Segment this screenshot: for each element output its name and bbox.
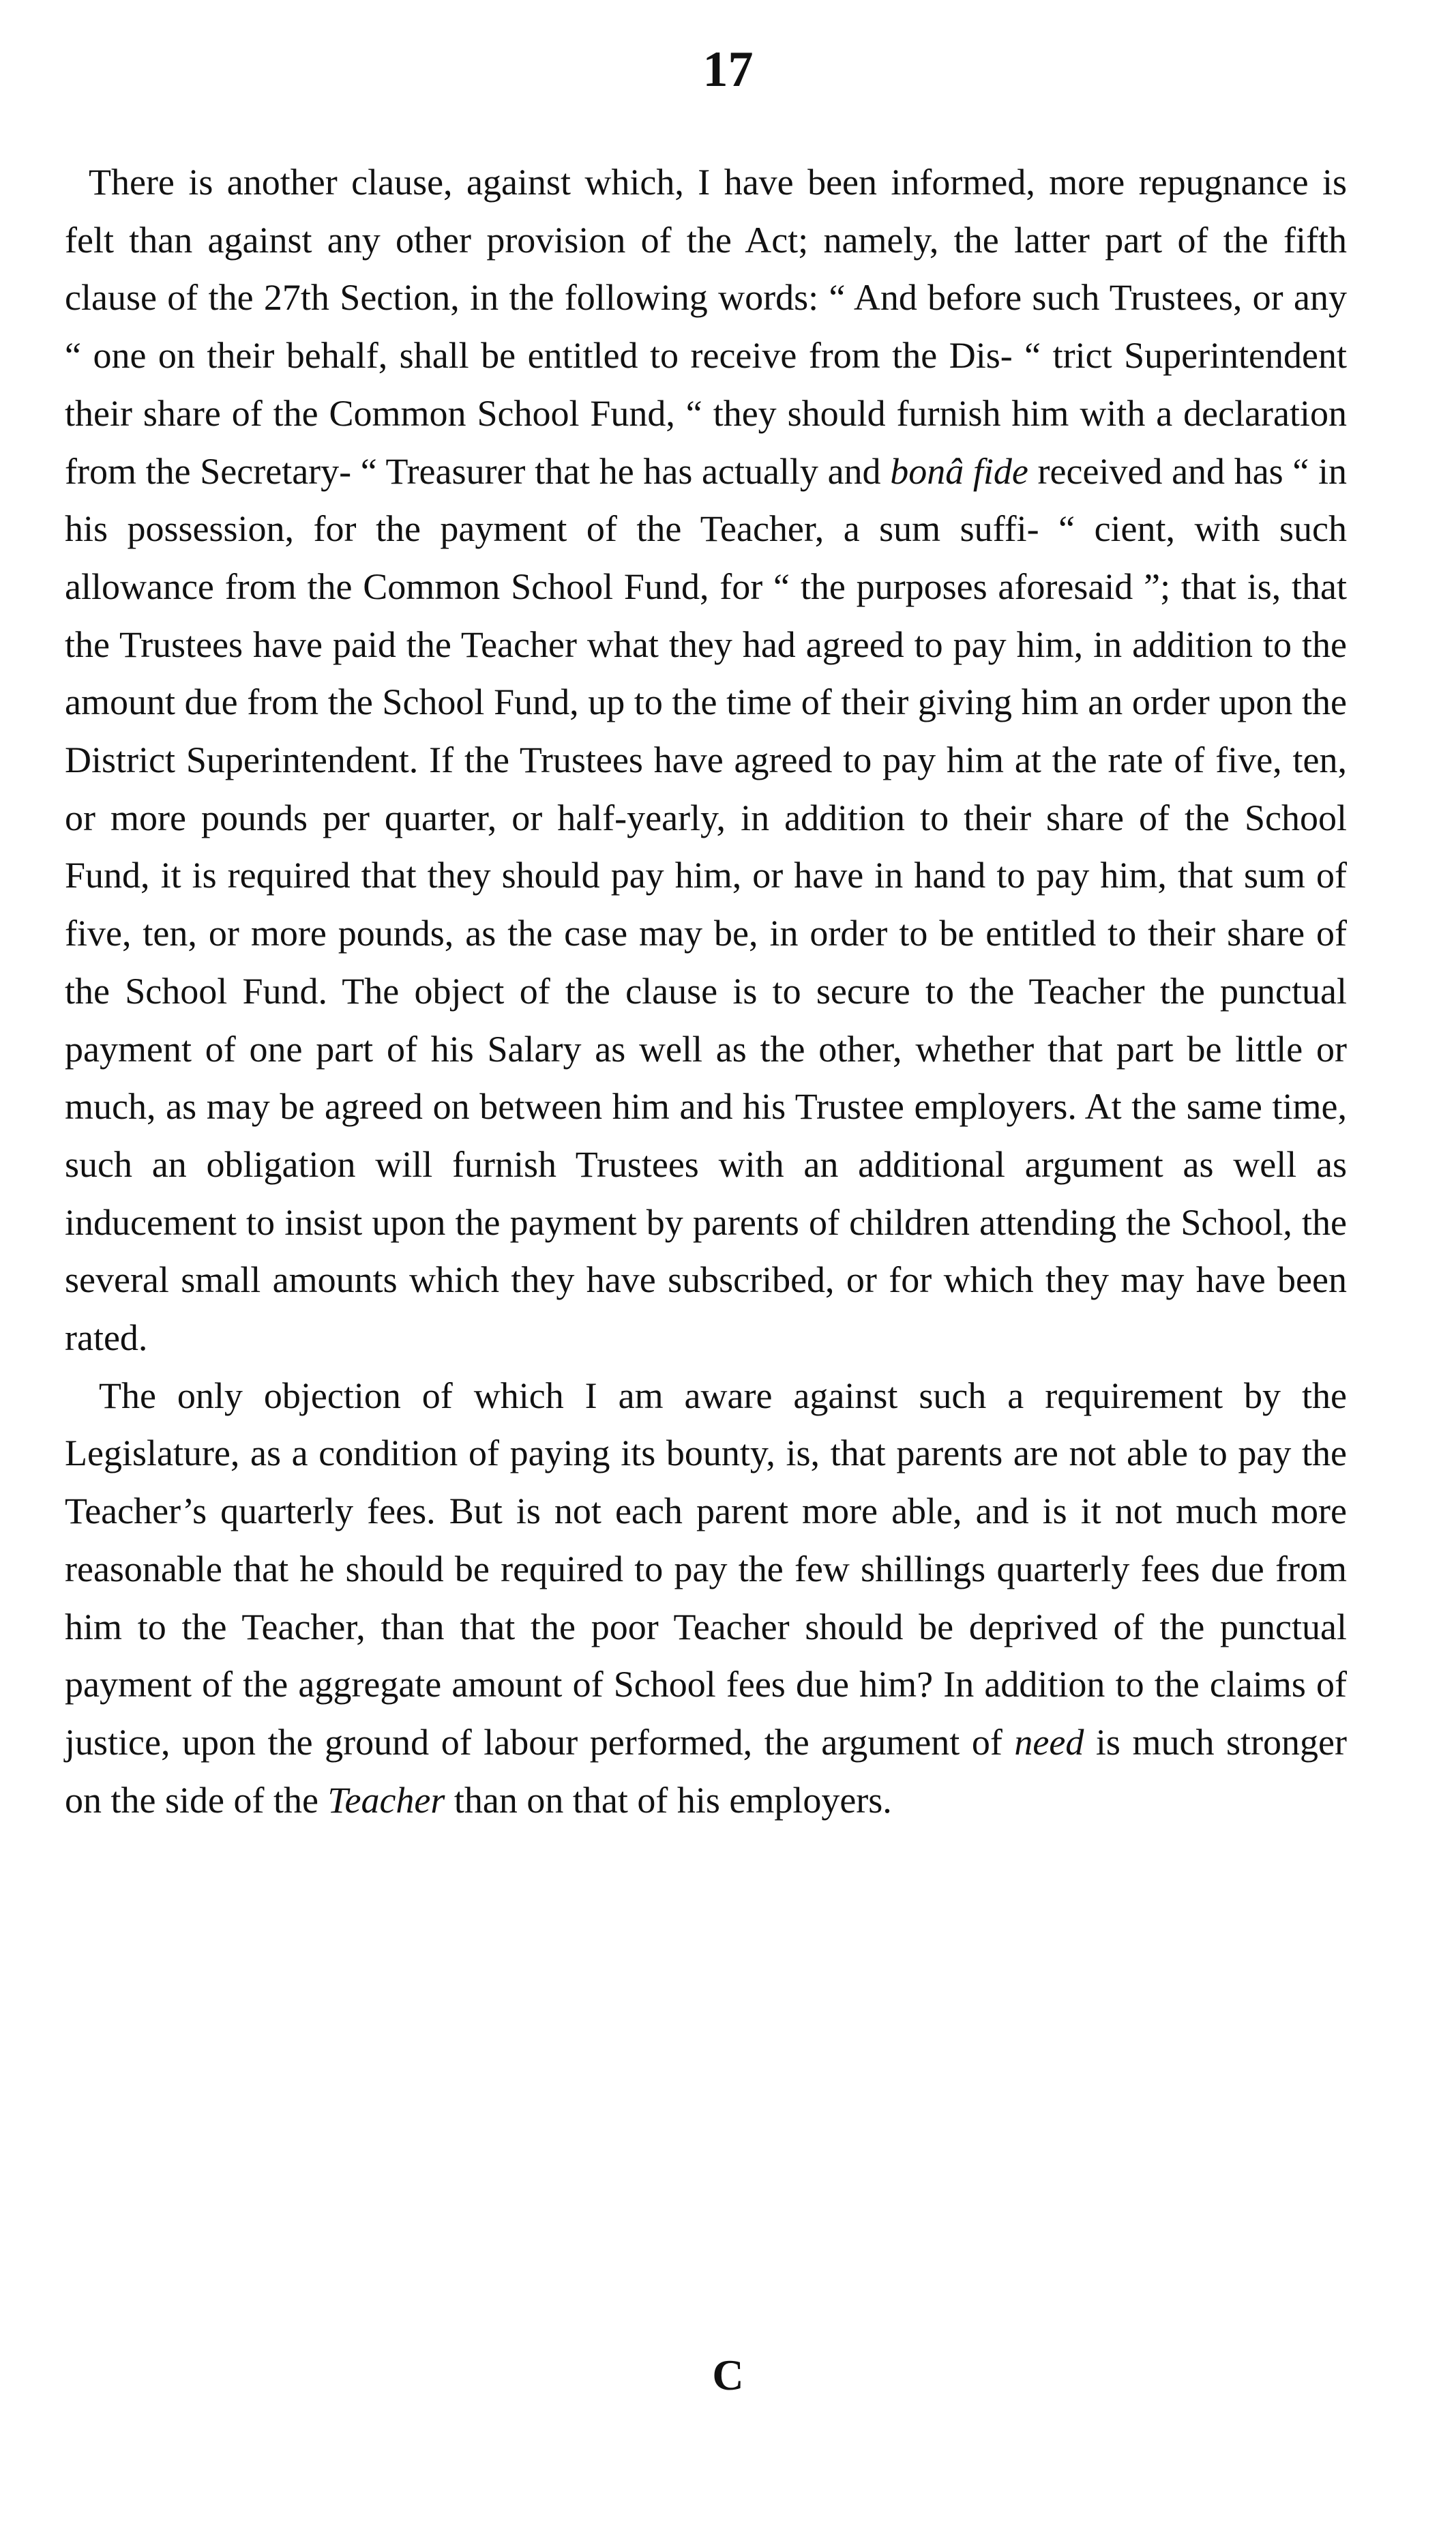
paragraph-1-text-continued: received and has “ in his possession, for the payment of the Teacher, a sum suffi- “ cient, with such allowance from the Common School Fund, for “ the purposes aforesaid ”; that is, that the Trustees have paid the Teacher what they had agreed to pay him, in addition to the amount due from the School Fund, up to the time of their giving him an order upon the District Superintendent. If the Trustees have agreed to pay him at the rate of five, ten, or more pounds per quarter, or half-yearly, in addition to their share of the School Fund, it is required that they should pay him, or have in hand to pay him, that sum of five, ten, or more pounds, as the case may be, in order to be entitled to their share of the School Fund. The object of the clause is to secure to the Teacher the punctual payment of one part of his Salary as well as the other, whether that part be little or much, as may be agreed on between him and his Trustee employers. At the same time, such an obligation will furnish Trustees with an additional argument as well as inducement to insist upon the payment by parents of children attending the School, the several small amounts which they have subscribed, or for which they may have been rated.: [65, 450, 1348, 1359]
paragraph-2-italic-need: need: [1014, 1721, 1084, 1763]
paragraph-2-italic-teacher: Teacher: [327, 1779, 445, 1821]
page-number: 17: [702, 42, 754, 98]
paragraph-1-italic-phrase: bonâ fide: [890, 450, 1028, 492]
paragraph-1-text: There is another clause, against which, I have been informed, more repugnance is felt than against any other provision of the Act; namely, the latter part of the fifth clause of the 27th Section, in the following words: “ And before such Trustees, or any “ one on their behalf, shall be entitled to receive from the Dis- “ trict Superintendent their share of the Common School Fund, “ they should furnish him with a declaration from the Secretary- “ Treasurer that he has actually and: [65, 162, 1347, 492]
paragraph-2: [65, 1367, 1347, 1830]
signature-mark: C: [712, 2351, 744, 2399]
paragraph-1: [65, 153, 1347, 1367]
body-text: [65, 153, 1347, 1829]
paragraph-2-text: The only objection of which I am aware against such a requirement by the Legislature, as a condition of paying its bounty, is, that parents are not able to pay the Teacher’s quarterly fees. But is not each parent more able, and is it not much more reasonable that he should be required to pay the few shillings quarterly fees due from him to the Teacher, than that the poor Teacher should be deprived of the punctual payment of the aggregate amount of School fees due him? In addition to the claims of justice, upon the ground of labour performed, the argument of: [65, 1375, 1347, 1763]
paragraph-2-text-middle: is much stronger on the side of the: [65, 1721, 1347, 1821]
paragraph-2-text-end: than on that of his employers.: [445, 1779, 892, 1821]
